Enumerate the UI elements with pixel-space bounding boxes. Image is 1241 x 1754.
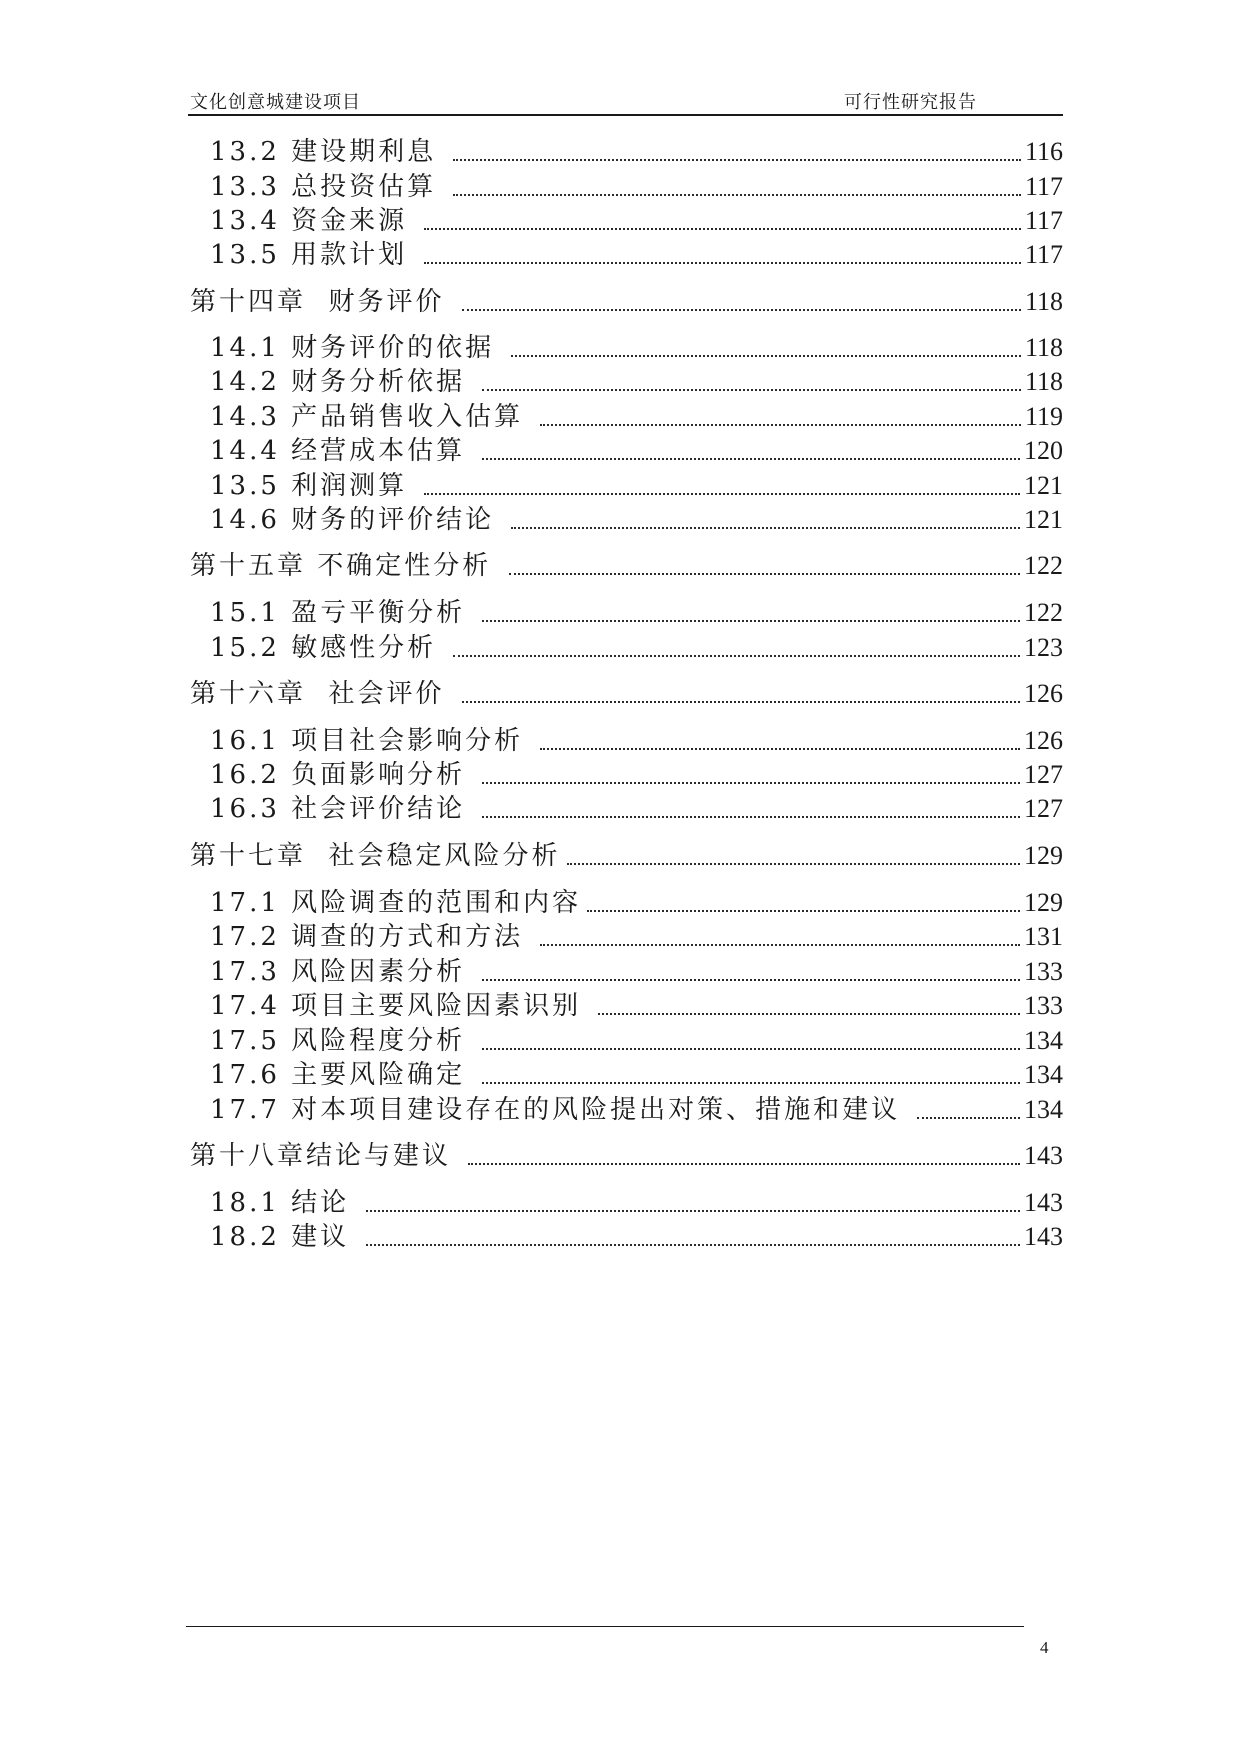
toc-section-entry[interactable] — [190, 169, 1063, 205]
toc-dot-leader — [424, 228, 1021, 230]
header-report-type: 可行性研究报告 — [844, 92, 977, 113]
toc-entry-title: 13.5 用款计划 — [210, 240, 419, 270]
toc-section-entry[interactable] — [190, 630, 1063, 666]
toc-entry-page-number: 143 — [1024, 1222, 1063, 1251]
toc-entry-title: 第十八章结论与建议 — [190, 1141, 463, 1171]
toc-entry-page-number: 133 — [1024, 991, 1063, 1020]
toc-dot-leader — [482, 620, 1020, 622]
toc-dot-leader — [366, 1244, 1020, 1246]
toc-entry-page-number: 122 — [1024, 551, 1063, 580]
toc-entry-page-number: 131 — [1024, 922, 1063, 951]
toc-dot-leader — [511, 527, 1020, 529]
page-header — [188, 86, 1063, 116]
toc-entry-title: 13.2 建设期利息 — [210, 137, 448, 167]
toc-entry-page-number: 129 — [1024, 841, 1063, 870]
toc-dot-leader — [424, 262, 1021, 264]
toc-entry-page-number: 123 — [1024, 633, 1063, 662]
toc-entry-page-number: 134 — [1024, 1095, 1063, 1124]
toc-entry-page-number: 122 — [1024, 598, 1063, 627]
toc-section-entry[interactable] — [190, 468, 1063, 504]
toc-entry-title: 第十七章 社会稳定风险分析 — [190, 841, 561, 871]
toc-dot-leader — [468, 1163, 1020, 1165]
toc-dot-leader — [453, 194, 1021, 196]
toc-dot-leader — [917, 1117, 1020, 1119]
page-number: 4 — [1040, 1638, 1049, 1657]
toc-entry-title: 15.2 敏感性分析 — [210, 633, 448, 663]
toc-entry-title: 15.1 盈亏平衡分析 — [210, 598, 477, 628]
toc-section-entry[interactable] — [190, 237, 1063, 273]
toc-entry-title: 17.2 调查的方式和方法 — [210, 922, 535, 952]
toc-section-entry[interactable] — [190, 134, 1063, 170]
toc-dot-leader — [540, 944, 1020, 946]
toc-dot-leader — [511, 355, 1021, 357]
toc-dot-leader — [462, 309, 1021, 311]
toc-dot-leader — [482, 816, 1020, 818]
toc-entry-title: 17.4 项目主要风险因素识别 — [210, 991, 593, 1021]
footer-divider — [186, 1626, 1024, 1627]
toc-entry-title: 16.2 负面影响分析 — [210, 760, 477, 790]
toc-chapter-entry[interactable] — [190, 1138, 1063, 1174]
toc-dot-leader — [598, 1013, 1020, 1015]
toc-chapter-entry[interactable] — [190, 284, 1063, 320]
toc-section-entry[interactable] — [190, 1185, 1063, 1221]
toc-section-entry[interactable] — [190, 988, 1063, 1024]
toc-entry-title: 17.1 风险调查的范围和内容 — [210, 888, 582, 918]
toc-section-entry[interactable] — [190, 399, 1063, 435]
toc-section-entry[interactable] — [190, 433, 1063, 469]
toc-entry-page-number: 121 — [1024, 471, 1063, 500]
toc-dot-leader — [482, 458, 1020, 460]
toc-entry-page-number: 119 — [1024, 402, 1063, 431]
toc-dot-leader — [540, 424, 1021, 426]
toc-dot-leader — [540, 748, 1020, 750]
toc-dot-leader — [462, 701, 1020, 703]
toc-entry-title: 18.2 建议 — [210, 1222, 361, 1252]
toc-entry-title: 14.4 经营成本估算 — [210, 436, 477, 466]
toc-entry-title: 17.7 对本项目建设存在的风险提出对策、措施和建议 — [210, 1095, 912, 1125]
toc-chapter-entry[interactable] — [190, 838, 1063, 874]
toc-entry-page-number: 118 — [1024, 333, 1063, 362]
toc-section-entry[interactable] — [190, 919, 1063, 955]
toc-section-entry[interactable] — [190, 1092, 1063, 1128]
toc-section-entry[interactable] — [190, 723, 1063, 759]
toc-entry-page-number: 143 — [1024, 1188, 1063, 1217]
toc-dot-leader — [587, 910, 1020, 912]
toc-entry-title: 17.5 风险程度分析 — [210, 1026, 477, 1056]
toc-entry-title: 14.2 财务分析依据 — [210, 367, 477, 397]
toc-entry-page-number: 127 — [1024, 760, 1063, 789]
toc-section-entry[interactable] — [190, 1057, 1063, 1093]
toc-dot-leader — [424, 493, 1020, 495]
toc-section-entry[interactable] — [190, 1023, 1063, 1059]
toc-chapter-entry[interactable] — [190, 676, 1063, 712]
toc-section-entry[interactable] — [190, 791, 1063, 827]
toc-entry-title: 18.1 结论 — [210, 1188, 361, 1218]
toc-entry-title: 13.3 总投资估算 — [210, 172, 448, 202]
toc-entry-title: 16.1 项目社会影响分析 — [210, 726, 535, 756]
toc-chapter-entry[interactable] — [190, 548, 1063, 584]
toc-entry-page-number: 126 — [1024, 726, 1063, 755]
toc-section-entry[interactable] — [190, 364, 1063, 400]
toc-entry-page-number: 118 — [1024, 287, 1063, 316]
toc-entry-page-number: 118 — [1024, 367, 1063, 396]
toc-entry-page-number: 129 — [1024, 888, 1063, 917]
toc-entry-page-number: 127 — [1024, 794, 1063, 823]
toc-entry-page-number: 116 — [1024, 137, 1063, 166]
toc-entry-title: 第十四章 财务评价 — [190, 287, 456, 317]
toc-dot-leader — [453, 159, 1021, 161]
toc-dot-leader — [482, 782, 1020, 784]
toc-dot-leader — [567, 863, 1020, 865]
toc-dot-leader — [482, 1082, 1020, 1084]
toc-dot-leader — [482, 979, 1020, 981]
toc-entry-page-number: 126 — [1024, 679, 1063, 708]
toc-entry-page-number: 117 — [1024, 206, 1063, 235]
toc-section-entry[interactable] — [190, 330, 1063, 366]
toc-dot-leader — [453, 655, 1020, 657]
toc-section-entry[interactable] — [190, 954, 1063, 990]
toc-section-entry[interactable] — [190, 203, 1063, 239]
toc-entry-page-number: 117 — [1024, 172, 1063, 201]
toc-entry-page-number: 134 — [1024, 1026, 1063, 1055]
toc-entry-title: 17.3 风险因素分析 — [210, 957, 477, 987]
toc-entry-title: 13.4 资金来源 — [210, 206, 419, 236]
toc-entry-title: 13.5 利润测算 — [210, 471, 419, 501]
toc-dot-leader — [482, 389, 1021, 391]
toc-section-entry[interactable] — [190, 595, 1063, 631]
toc-entry-title: 14.6 财务的评价结论 — [210, 505, 506, 535]
toc-entry-title: 17.6 主要风险确定 — [210, 1060, 477, 1090]
toc-dot-leader — [509, 573, 1020, 575]
toc-entry-title: 14.3 产品销售收入估算 — [210, 402, 535, 432]
toc-entry-page-number: 133 — [1024, 957, 1063, 986]
toc-entry-page-number: 120 — [1024, 436, 1063, 465]
toc-entry-page-number: 117 — [1024, 240, 1063, 269]
toc-entry-page-number: 143 — [1024, 1141, 1063, 1170]
toc-section-entry[interactable] — [190, 1219, 1063, 1255]
toc-entry-title: 第十六章 社会评价 — [190, 679, 456, 709]
header-project-title: 文化创意城建设项目 — [190, 92, 361, 113]
toc-entry-title: 14.1 财务评价的依据 — [210, 333, 506, 363]
toc-dot-leader — [366, 1210, 1020, 1212]
toc-section-entry[interactable] — [190, 885, 1063, 921]
toc-entry-page-number: 134 — [1024, 1060, 1063, 1089]
toc-entry-title: 16.3 社会评价结论 — [210, 794, 477, 824]
toc-entry-page-number: 121 — [1024, 505, 1063, 534]
toc-dot-leader — [482, 1048, 1020, 1050]
toc-section-entry[interactable] — [190, 502, 1063, 538]
toc-entry-title: 第十五章 不确定性分析 — [190, 551, 503, 581]
toc-section-entry[interactable] — [190, 757, 1063, 793]
